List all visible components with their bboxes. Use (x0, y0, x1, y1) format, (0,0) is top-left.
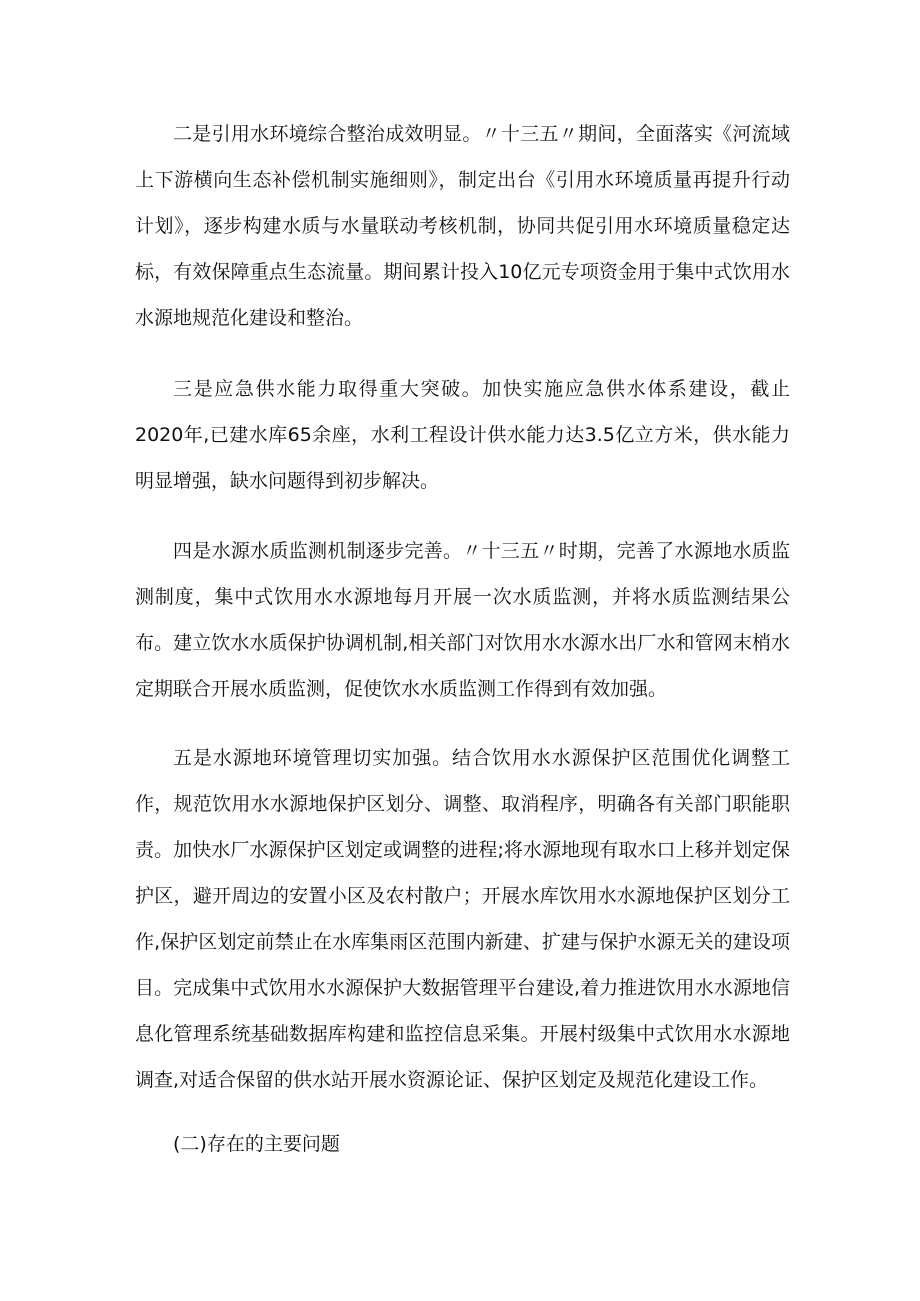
paragraph-emergency-water-supply: 三是应急供水能力取得重大突破。加快实施应急供水体系建设，截止2020年,已建水库65余座，水利工程设计供水能力达3.5亿立方米，供水能力明显增强，缺水问题得到初步解决。 (135, 378, 790, 492)
section-heading-main-problems: (二)存在的主要问题 (173, 1133, 340, 1155)
paragraph-water-source-management: 五是水源地环境管理切实加强。结合饮用水水源保护区范围优化调整工作，规范饮用水水源地保护区划分、调整、取消程序，明确各有关部门职能职责。加快水厂水源保护区划定或调整的进程;将水源地现有取水口上移并划定保护区，避开周边的安置小区及农村散户；开展水库饮用水水源地保护区划分工作,保护区划定前禁止在水库集雨区范围内新建、扩建与保护水源无关的建设项目。完成集中式饮用水水源保护大数据管理平台建设,着力推进饮用水水源地信息化管理系统基础数据库构建和监控信息采集。开展村级集中式饮用水水源地调查,对适合保留的供水站开展水资源论证、保护区划定及规范化建设工作。 (135, 747, 790, 1091)
paragraph-water-quality-monitoring: 四是水源水质监测机制逐步完善。〃十三五〃时期，完善了水源地水质监测制度，集中式饮用水水源地每月开展一次水质监测，并将水质监测结果公布。建立饮水水质保护协调机制,相关部门对饮用水水源水出厂水和管网末梢水定期联合开展水质监测，促使饮水水质监测工作得到有效加强。 (135, 540, 790, 700)
paragraph-water-environment-remediation: 二是引用水环境综合整治成效明显。〃十三五〃期间，全面落实《河流域上下游横向生态补偿机制实施细则》，制定出台《引用水环境质量再提升行动计划》，逐步构建水质与水量联动考核机制，协同共促引用水环境质量稳定达标，有效保障重点生态流量。期间累计投入10亿元专项资金用于集中式饮用水水源地规范化建设和整治。 (135, 123, 790, 329)
